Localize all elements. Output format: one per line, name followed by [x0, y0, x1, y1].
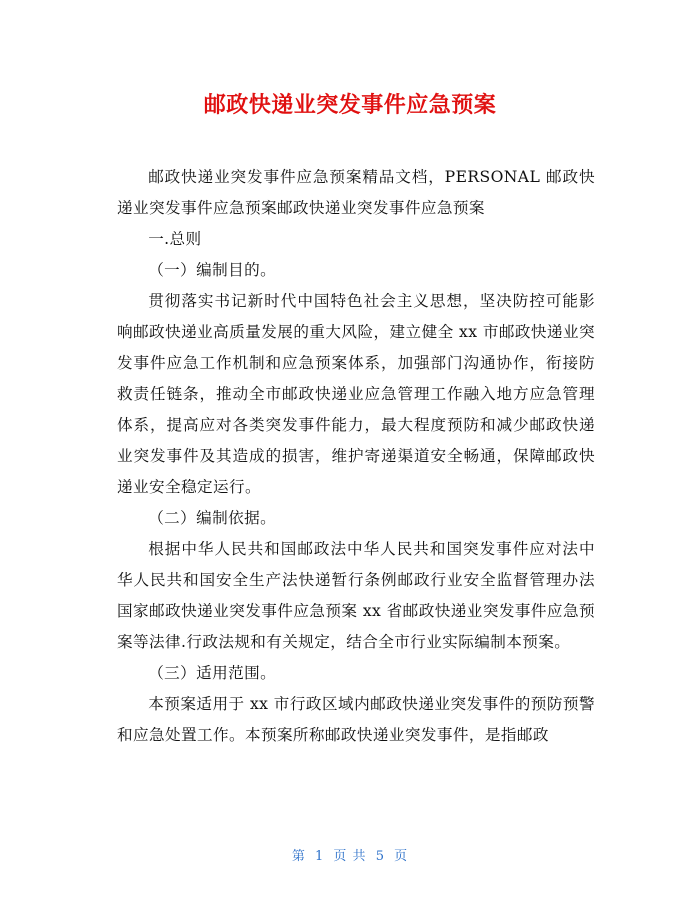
page-label-prefix: 第	[291, 849, 306, 864]
page-label-suffix: 页	[394, 849, 409, 864]
intro-paragraph: 邮政快递业突发事件应急预案精品文档，PERSONAL 邮政快递业突发事件应急预案邮政快递业突发事件应急预案	[117, 168, 595, 217]
document-title: 邮政快递业突发事件应急预案	[203, 93, 497, 118]
subsection-heading-scope: （三）适用范围。	[148, 664, 277, 682]
scope-paragraph: 本预案适用于 xx 市行政区域内邮政快递业突发事件的预防预警和应急处置工作。本预案所称邮政快递业突发事件，是指邮政	[117, 695, 595, 744]
subsection-heading-basis: （二）编制依据。	[148, 509, 277, 527]
page-number-footer	[0, 845, 700, 864]
total-pages-number: 5	[375, 849, 385, 864]
document-body	[117, 162, 595, 751]
page-label-mid: 页 共	[333, 849, 367, 864]
subsection-heading-purpose: （一）编制目的。	[148, 261, 277, 279]
current-page-number: 1	[315, 849, 325, 864]
basis-paragraph: 根据中华人民共和国邮政法中华人民共和国突发事件应对法中华人民共和国安全生产法快递暂行条例邮政行业安全监督管理办法国家邮政快递业突发事件应急预案 xx 省邮政快递业突发事件应急预案等法律.行政法规和有关规定，结合全市行业实际编制本预案。	[117, 540, 595, 651]
section-heading-general: 一.总则	[148, 230, 202, 248]
purpose-paragraph: 贯彻落实书记新时代中国特色社会主义思想，坚决防控可能影响邮政快递业高质量发展的重大风险，建立健全 xx 市邮政快递业突发事件应急工作机制和应急预案体系，加强部门沟通协作，衔接防救责任链条，推动全市邮政快递业应急管理工作融入地方应急管理体系，提高应对各类突发事件能力，最大程度预防和减少邮政快递业突发事件及其造成的损害，维护寄递渠道安全畅通，保障邮政快递业安全稳定运行。	[117, 292, 595, 496]
